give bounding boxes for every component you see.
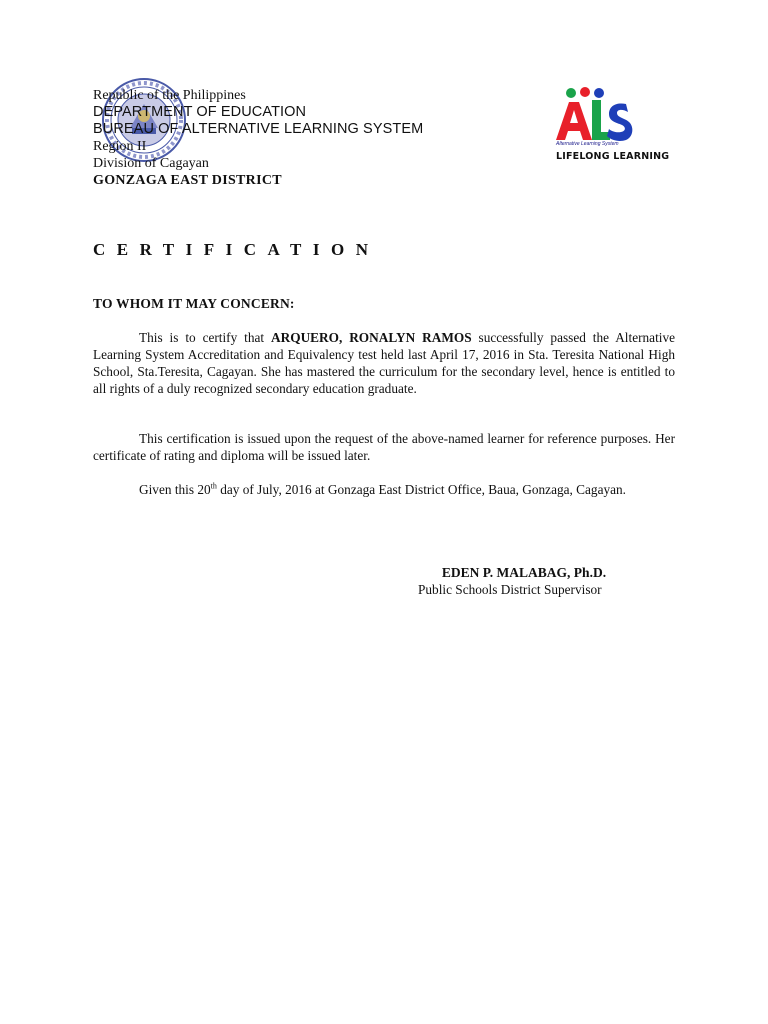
paragraph-purpose	[93, 430, 675, 464]
paragraph-certify-lead: This is to certify that	[139, 330, 272, 345]
paragraph-given-ordinal: th	[210, 481, 217, 491]
salutation: TO WHOM IT MAY CONCERN:	[93, 296, 295, 311]
signature-block	[418, 564, 648, 598]
document-title: CERTIFICATION	[93, 240, 380, 259]
letterhead-bureau: BUREAU OF ALTERNATIVE LEARNING SYSTEM	[93, 121, 424, 137]
paragraph-certify-rest: successfully passed the Alternative Learning System Accreditation and Equivalency test held last April 17, 2016 in Sta. Teresita National High School, Sta.Teresita, Cagayan. She has mastered the curriculum for the secondary level, hence is entitled to all rights of a duly recognized secondary education graduate.	[93, 330, 676, 396]
paragraph-certify	[93, 329, 675, 397]
letterhead-division: Division of Cagayan	[93, 156, 209, 171]
learner-name: ARQUERO, RONALYN RAMOS	[271, 330, 472, 345]
paragraph-purpose-text: This certification is issued upon the request of the above-named learner for reference purposes. Her certificate of rating and diploma will be issued later.	[93, 431, 675, 463]
paragraph-given-lead: Given this 20	[139, 482, 211, 497]
letterhead-department: DEPARTMENT OF EDUCATION	[93, 104, 307, 120]
paragraph-given-rest: day of July, 2016 at Gonzaga East District Office, Baua, Gonzaga, Cagayan.	[216, 482, 627, 497]
als-motto: LIFELONG LEARNING	[556, 151, 670, 162]
letterhead-republic: Republic of the Philippines	[93, 88, 246, 103]
letterhead-district: GONZAGA EAST DISTRICT	[93, 173, 282, 188]
letterhead-region: Region II	[93, 139, 147, 154]
letterhead	[93, 87, 533, 189]
als-tagline: Alternative Learning System	[556, 141, 619, 147]
paragraph-given	[93, 481, 675, 498]
signatory-title: Public Schools District Supervisor	[418, 582, 602, 597]
signatory-name: EDEN P. MALABAG, Ph.D.	[441, 565, 607, 580]
